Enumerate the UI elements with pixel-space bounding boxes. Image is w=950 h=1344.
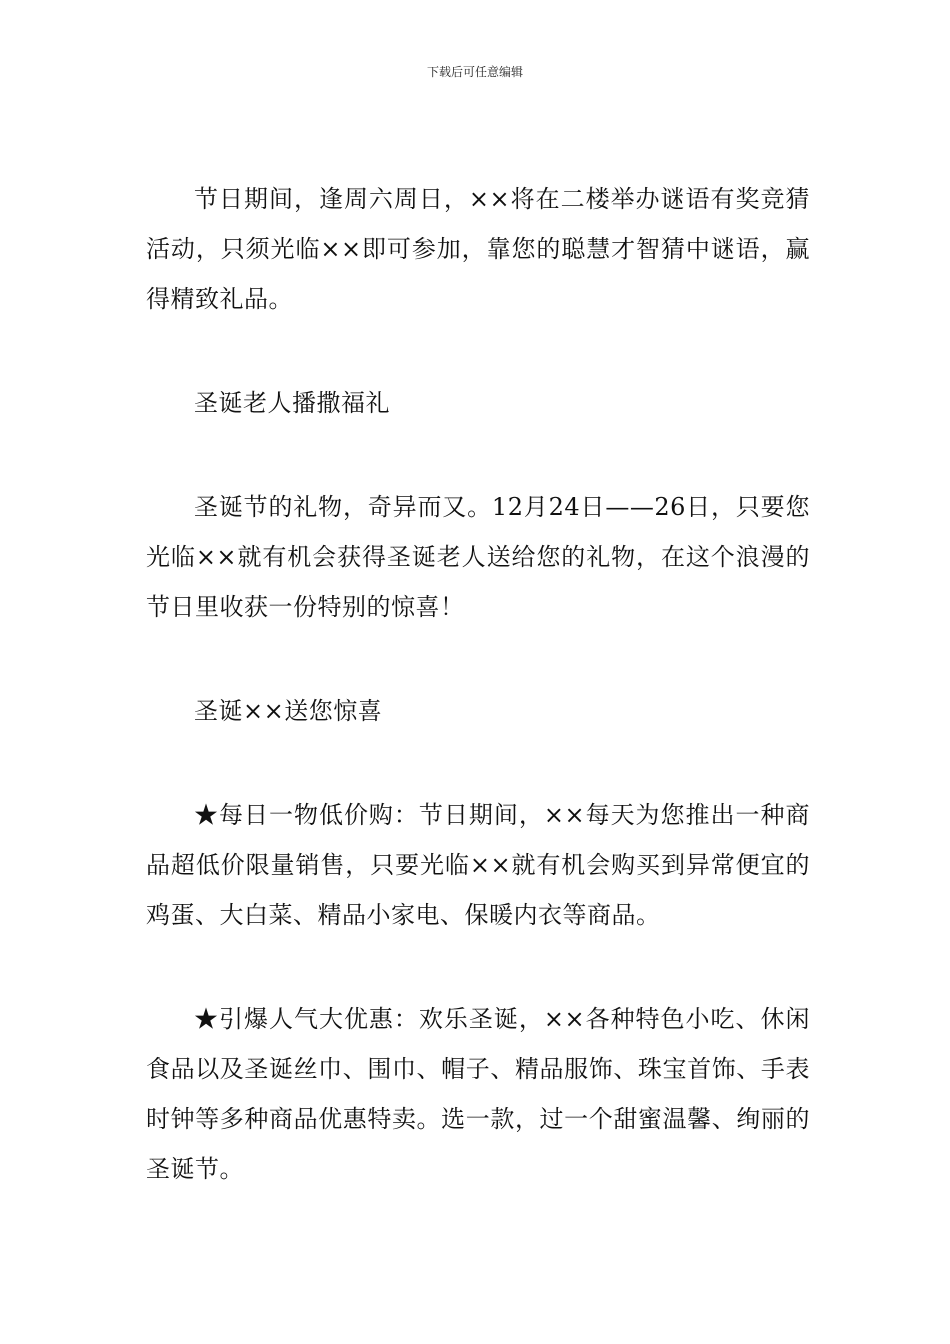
paragraph-popular-discounts: ★引爆人气大优惠：欢乐圣诞，××各种特色小吃、休闲食品以及圣诞丝巾、围巾、帽子、精品服饰、珠宝首饰、手表时钟等多种商品优惠特卖。选一款，过一个甜蜜温馨、绚丽的圣诞节。	[146, 1005, 810, 1183]
paragraph-gap	[146, 940, 810, 994]
paragraph-daily-deal: ★每日一物低价购：节日期间，××每天为您推出一种商品超低价限量销售，只要光临××就有机会购买到异常便宜的鸡蛋、大白菜、精品小家电、保暖内衣等商品。	[146, 801, 810, 929]
paragraph-gap	[146, 428, 810, 482]
paragraph-christmas-gifts: 圣诞节的礼物，奇异而又。12月24日——26日，只要您光临××就有机会获得圣诞老人送给您的礼物，在这个浪漫的节日里收获一份特别的惊喜！	[146, 493, 810, 621]
section-heading-surprise: 圣诞××送您惊喜	[194, 697, 383, 725]
page-header: 下载后可任意编辑	[426, 65, 523, 79]
document-body	[146, 174, 810, 1194]
paragraph-gap	[146, 324, 810, 378]
section-heading-santa-gifts: 圣诞老人播撒福礼	[194, 389, 390, 417]
paragraph-riddle-event: 节日期间，逢周六周日，××将在二楼举办谜语有奖竞猜活动，只须光临××即可参加，靠您的聪慧才智猜中谜语，赢得精致礼品。	[146, 185, 810, 313]
paragraph-gap	[146, 632, 810, 686]
paragraph-gap	[146, 736, 810, 790]
